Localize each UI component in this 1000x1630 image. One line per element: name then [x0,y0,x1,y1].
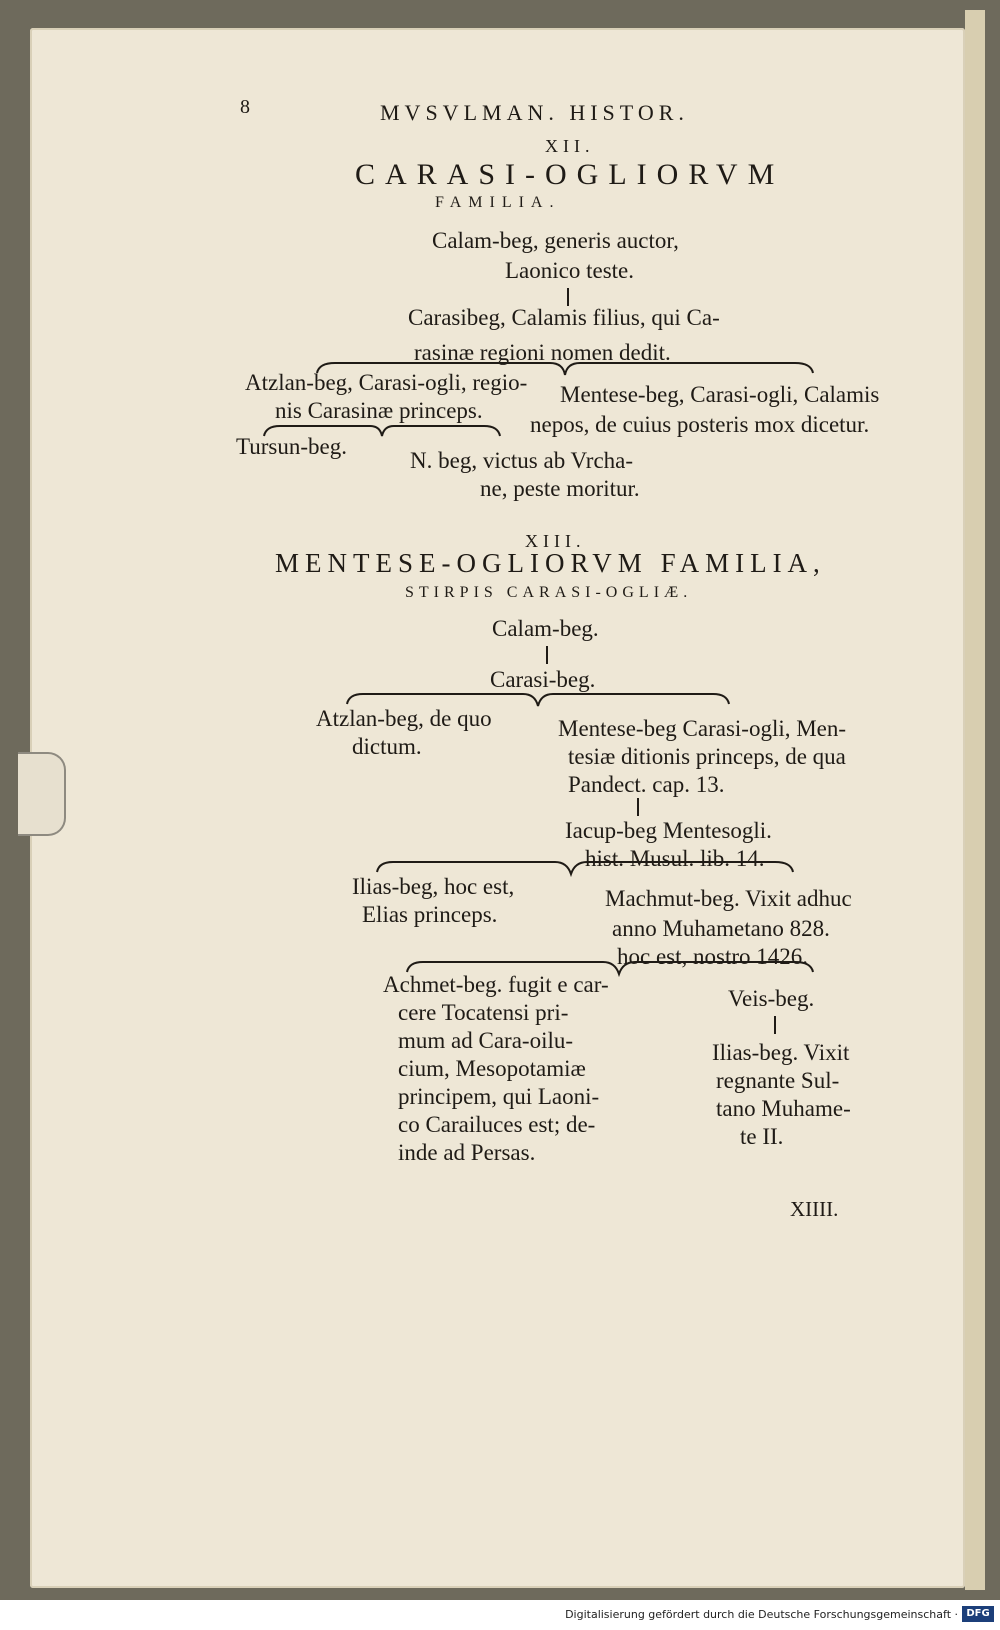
tree13-veis: Veis-beg. [728,986,815,1011]
tree13-right-line1: Mentese-beg Carasi-ogli, Men- [558,716,847,741]
tree13-iacup-line2: hist. Musul. lib. 14. [585,846,765,871]
tree13-machmut-line1: Machmut-beg. Vixit adhuc [605,886,852,911]
section12-title: CARASI-OGLIORVM [355,158,785,191]
achmet-line: cere Tocatensi pri- [398,1000,569,1025]
tree12-grandchild-1: Tursun-beg. [236,434,347,459]
ilias2-line: regnante Sul- [716,1068,840,1093]
catchword: XIIII. [790,1197,839,1221]
footer-bar [0,1600,1000,1630]
tree12-left-line2: nis Carasinæ princeps. [275,398,483,423]
achmet-line: mum ad Cara-oilu- [398,1028,574,1053]
tree13-left-line2: dictum. [352,734,422,759]
tree13-ilias-line1: Ilias-beg, hoc est, [352,874,515,899]
tree13-left-line1: Atzlan-beg, de quo [316,706,492,731]
section13-numeral: XIII. [525,531,586,551]
page-edge-tab [18,752,66,836]
tree12-grandchild-2-line2: ne, peste moritur. [480,476,640,501]
achmet-line: principem, qui Laoni- [398,1084,600,1109]
tree13-connector-2 [637,798,639,816]
tree12-root-line2: Laonico teste. [505,258,635,283]
dfg-logo-icon: DFG [962,1606,994,1622]
tree12-child-line2: rasinæ regioni nomen dedit. [414,340,671,365]
tree13-right-line2: tesiæ ditionis princeps, de qua [568,744,846,769]
tree12-right-line1: Mentese-beg, Carasi-ogli, Calamis [560,382,880,407]
book-page [30,28,965,1588]
ilias2-line: Ilias-beg. Vixit [712,1040,850,1065]
achmet-line: Achmet-beg. fugit e car- [383,972,609,997]
tree13-machmut-line3: hoc est, nostro 1426. [617,944,809,969]
achmet-line: cium, Mesopotamiæ [398,1056,586,1081]
tree13-right-line3: Pandect. cap. 13. [568,772,725,797]
tree13-machmut-line2: anno Muhametano 828. [612,916,830,941]
tree13-connector-3 [774,1016,776,1034]
tree13-child: Carasi-beg. [490,667,596,692]
section12-subtitle: FAMILIA. [435,194,561,211]
next-page-edge [965,10,985,1590]
achmet-line: co Carailuces est; de- [398,1112,596,1137]
tree12-right-line2: nepos, de cuius posteris mox dicetur. [530,412,870,437]
tree13-connector-1 [546,646,548,664]
achmet-line: inde ad Persas. [398,1140,536,1165]
section13-subtitle: STIRPIS CARASI-OGLIÆ. [405,584,693,601]
section12-numeral: XII. [545,136,595,156]
tree12-connector-1 [567,288,569,306]
tree12-grandchild-2-line1: N. beg, victus ab Vrcha- [410,448,634,473]
section13-title: MENTESE-OGLIORVM FAMILIA, [275,548,826,578]
tree12-child-line1: Carasibeg, Calamis filius, qui Ca- [408,305,720,330]
tree13-root: Calam-beg. [492,616,599,641]
page-number: 8 [240,96,250,118]
tree13-iacup-line1: Iacup-beg Mentesogli. [565,818,772,843]
footer-credit: Digitalisierung gefördert durch die Deutsche Forschungsgemeinschaft · [565,1608,958,1621]
ilias2-line: te II. [740,1124,784,1149]
tree13-ilias-line2: Elias princeps. [362,902,498,927]
ilias2-line: tano Muhame- [716,1096,851,1121]
running-title: MVSVLMAN. HISTOR. [380,100,689,125]
tree12-left-line1: Atzlan-beg, Carasi-ogli, regio- [245,370,528,395]
tree12-root-line1: Calam-beg, generis auctor, [432,228,679,253]
